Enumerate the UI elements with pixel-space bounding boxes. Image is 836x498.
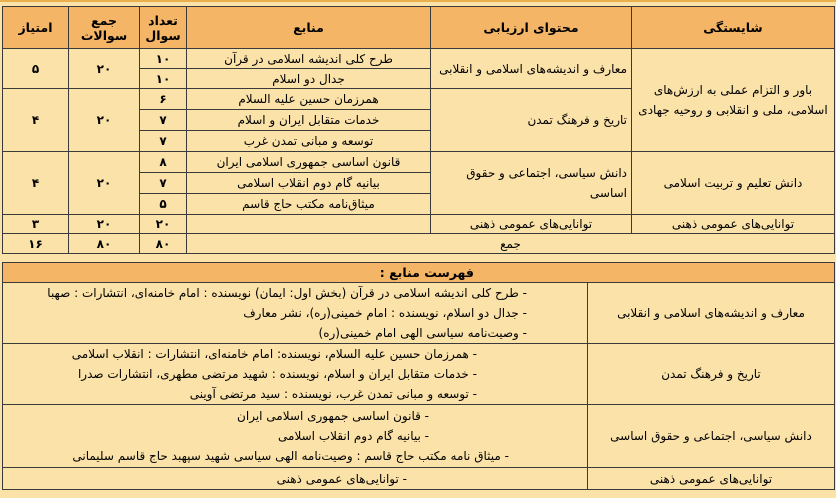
header-content: محتوای ارزیابی bbox=[431, 7, 632, 49]
score-cell: ۴ bbox=[3, 152, 69, 215]
header-score: امتیاز bbox=[3, 7, 69, 49]
source-area: تاریخ و فرهنگ تمدن bbox=[588, 344, 835, 405]
sum-row bbox=[3, 234, 835, 254]
table-row bbox=[3, 49, 835, 69]
source-item: - وصیت‌نامه سیاسی الهی امام خمینی(ره) bbox=[318, 326, 527, 340]
source-list-row bbox=[3, 283, 835, 344]
header-total-questions: جمع سوالات bbox=[69, 7, 140, 49]
count-cell: ۷ bbox=[140, 131, 187, 152]
source-cell: میثاق‌نامه مکتب حاج قاسم bbox=[187, 194, 431, 215]
source-cell: جدال دو اسلام bbox=[187, 69, 431, 89]
source-item: - توانایی‌های عمومی ذهنی bbox=[3, 468, 588, 490]
source-list-row bbox=[3, 405, 835, 468]
content-cell: تاریخ و فرهنگ تمدن bbox=[431, 89, 632, 152]
total-cell: ۲۰ bbox=[69, 215, 140, 234]
count-cell: ۵ bbox=[140, 194, 187, 215]
source-items bbox=[3, 405, 588, 468]
score-cell: ۳ bbox=[3, 215, 69, 234]
assessment-table bbox=[2, 6, 835, 254]
table-row bbox=[3, 152, 835, 173]
source-cell: همرزمان حسین علیه السلام bbox=[187, 89, 431, 110]
source-item: - قانون اساسی جمهوری اسلامی ایران bbox=[237, 409, 429, 423]
content-cell: توانایی‌های عمومی ذهنی bbox=[431, 215, 632, 234]
sum-label: جمع bbox=[187, 234, 835, 254]
score-cell: ۴ bbox=[3, 89, 69, 152]
source-list-table bbox=[2, 262, 835, 490]
source-area: معارف و اندیشه‌های اسلامی و انقلابی bbox=[588, 283, 835, 344]
source-item: - توسعه و مبانی تمدن غرب، نویسنده : سید مرتضی آوینی bbox=[189, 387, 477, 401]
count-cell: ۱۰ bbox=[140, 49, 187, 69]
top-strip bbox=[0, 0, 836, 2]
total-cell: ۲۰ bbox=[69, 49, 140, 89]
source-cell: طرح کلی اندیشه اسلامی در قرآن bbox=[187, 49, 431, 69]
header-sources: منابع bbox=[187, 7, 431, 49]
header-row bbox=[3, 7, 835, 49]
sum-count: ۸۰ bbox=[140, 234, 187, 254]
source-cell bbox=[187, 215, 431, 234]
source-area: توانایی‌های عمومی ذهنی bbox=[588, 468, 835, 490]
content-cell: دانش سیاسی، اجتماعی و حقوق اساسی bbox=[431, 152, 632, 215]
source-item: - جدال دو اسلام، نویسنده : امام خمینی(ره)، نشر معارف bbox=[243, 306, 527, 320]
header-competency: شایستگی bbox=[632, 7, 835, 49]
count-cell: ۲۰ bbox=[140, 215, 187, 234]
source-list-row bbox=[3, 468, 835, 490]
total-cell: ۲۰ bbox=[69, 89, 140, 152]
header-question-count: تعداد سوال bbox=[140, 7, 187, 49]
count-cell: ۷ bbox=[140, 110, 187, 131]
source-cell: بیانیه گام دوم انقلاب اسلامی bbox=[187, 173, 431, 194]
source-items bbox=[3, 283, 588, 344]
count-cell: ۸ bbox=[140, 152, 187, 173]
count-cell: ۷ bbox=[140, 173, 187, 194]
competency-cell: دانش تعلیم و تربیت اسلامی bbox=[632, 152, 835, 215]
source-cell: توسعه و مبانی تمدن غرب bbox=[187, 131, 431, 152]
source-item: - بیانیه گام دوم انقلاب اسلامی bbox=[278, 429, 429, 443]
source-list-title: فهرست منابع : bbox=[3, 263, 835, 283]
sum-score: ۱۶ bbox=[3, 234, 69, 254]
source-cell: خدمات متقابل ایران و اسلام bbox=[187, 110, 431, 131]
source-item: - همرزمان حسین علیه السلام، نویسنده: امام خامنه‌ای، انتشارات : انقلاب اسلامی bbox=[71, 347, 477, 361]
source-items bbox=[3, 344, 588, 405]
score-cell: ۵ bbox=[3, 49, 69, 89]
source-item: - میثاق نامه مکتب حاج قاسم : وصیت‌نامه الهی سیاسی شهید سپهبد حاج قاسم سلیمانی bbox=[72, 449, 509, 463]
table-row bbox=[3, 215, 835, 234]
competency-cell: باور و التزام عملی به ارزش‌های اسلامی، ملی و انقلابی و روحیه جهادی bbox=[632, 49, 835, 152]
total-cell: ۲۰ bbox=[69, 152, 140, 215]
source-list-row bbox=[3, 344, 835, 405]
source-list-title-row bbox=[3, 263, 835, 283]
sum-total: ۸۰ bbox=[69, 234, 140, 254]
source-area: دانش سیاسی، اجتماعی و حقوق اساسی bbox=[588, 405, 835, 468]
source-item: - خدمات متقابل ایران و اسلام، نویسنده : شهید مرتضی مطهری، انتشارات صدرا bbox=[77, 367, 477, 381]
count-cell: ۱۰ bbox=[140, 69, 187, 89]
source-item: - طرح کلی اندیشه اسلامی در قرآن (بخش اول: ایمان) نویسنده : امام خامنه‌ای، انتشارات : صهبا bbox=[47, 286, 527, 300]
content-cell: معارف و اندیشه‌های اسلامی و انقلابی bbox=[431, 49, 632, 89]
competency-cell: توانایی‌های عمومی ذهنی bbox=[632, 215, 835, 234]
source-cell: قانون اساسی جمهوری اسلامی ایران bbox=[187, 152, 431, 173]
count-cell: ۶ bbox=[140, 89, 187, 110]
